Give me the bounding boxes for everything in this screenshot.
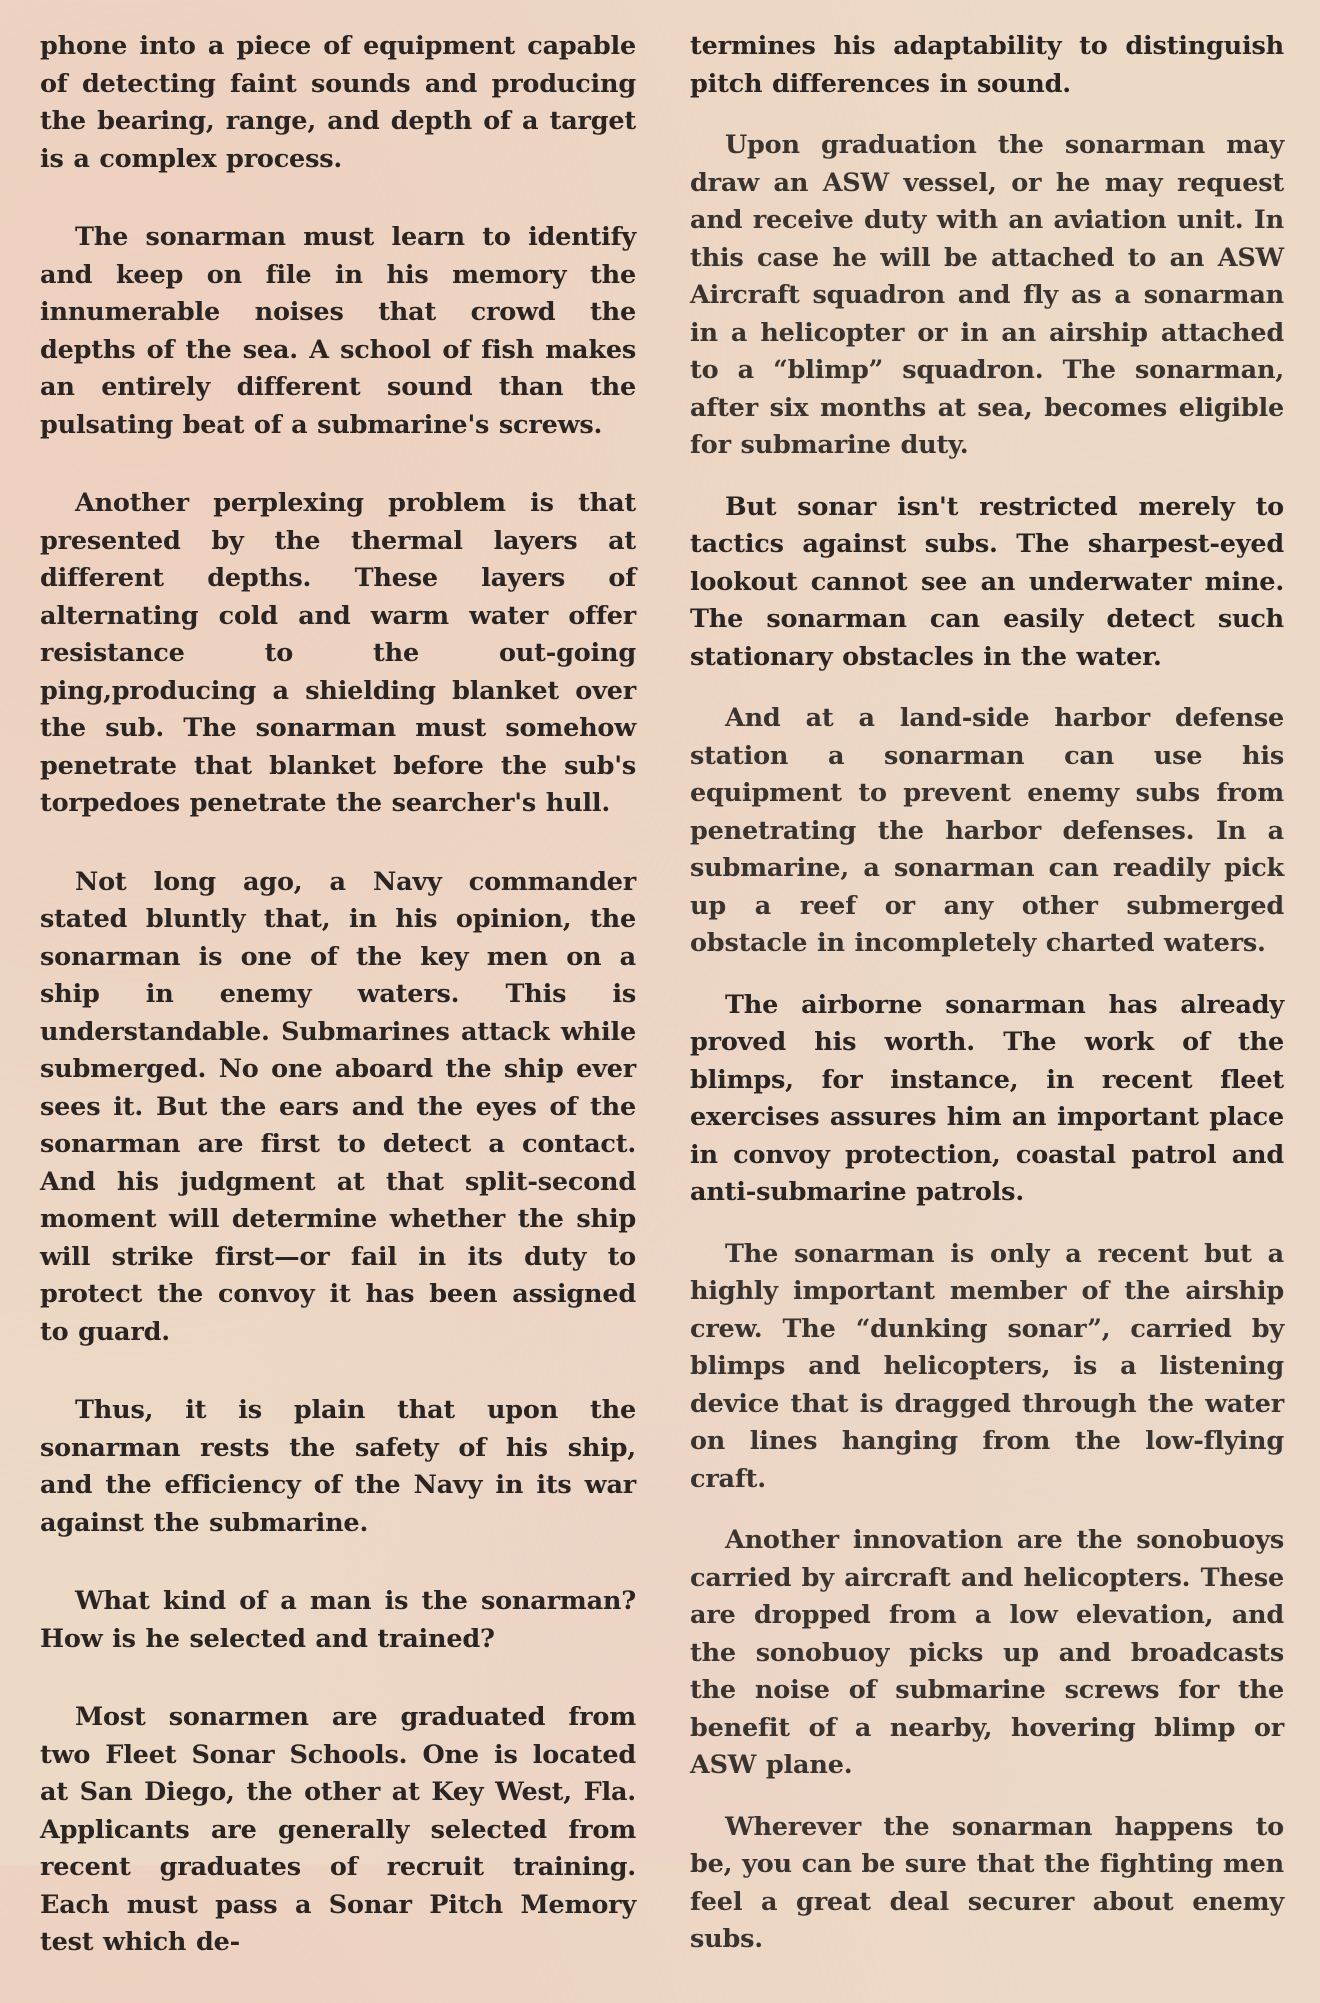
left-column	[40, 28, 636, 2003]
paragraph: But sonar isn't restricted merely to tactics against subs. The sharpest-eyed lookout cannot see an underwater mine. The sonarman can easily detect such stationary obstacles in the water.	[690, 491, 1284, 672]
paragraph: Another innovation are the sonobuoys carried by aircraft and helicopters. These are dropped from a low elevation, and the sonobuoy picks up and broadcasts the noise of submarine screws for the benefit of a nearby, hovering blimp or ASW plane.	[690, 1525, 1284, 1780]
paragraph: The sonarman must learn to identify and keep on file in his memory the innumerable noises that crowd the depths of the sea. A school of fish makes an entirely different sound than the pulsating beat of a submarine's screws.	[40, 222, 636, 440]
right-column	[690, 28, 1284, 1983]
paragraph: And at a land-side harbor defense station a sonarman can use his equipment to prevent enemy subs from penetrating the harbor defenses. In a submarine, a sonarman can readily pick up a reef or any other submerged obstacle in incompletely charted waters.	[690, 703, 1284, 958]
paragraph: Another perplexing problem is that presented by the thermal layers at different depths. These layers of alternating cold and warm water offer resistance to the out-going ping,producing a shielding blanket over the sub. The sonarman must somehow penetrate that blanket before the sub's torpedoes penetrate the searcher's hull.	[40, 488, 636, 818]
paragraph: The airborne sonarman has already proved his worth. The work of the blimps, for instance, in recent fleet exercises assures him an important place in convoy protection, coastal patrol and anti-submarine patrols.	[690, 989, 1284, 1207]
paragraph: The sonarman is only a recent but a highly important member of the airship crew. The “dunking sonar”, carried by blimps and helicopters, is a listening device that is dragged through the water on lines hanging from the low-flying craft.	[690, 1238, 1284, 1494]
paragraph: Not long ago, a Navy commander stated bluntly that, in his opinion, the sonarman is one of the key men on a ship in enemy waters. This is understandable. Submarines attack while submerged. No one aboard the ship ever sees it. But the ears and the eyes of the sonarman are first to detect a contact. And his judgment at that split-second moment will determine whether the ship will strike first—or fail in its duty to protect the convoy it has been assigned to guard.	[40, 866, 636, 1347]
paragraph: Upon graduation the sonarman may draw an ASW vessel, or he may request and receive duty with an aviation unit. In this case he will be attached to an ASW Aircraft squadron and fly as a sonarman in a helicopter or in an airship attached to a “blimp” squadron. The sonarman, after six months at sea, becomes eligible for submarine duty.	[690, 130, 1284, 460]
paragraph-continued: phone into a piece of equipment capable of detecting faint sounds and producing the bearing, range, and depth of a target is a complex process.	[40, 31, 636, 174]
paragraph-question: What kind of a man is the sonarman? How is he selected and trained?	[40, 1586, 636, 1654]
paragraph: Most sonarmen are graduated from two Fleet Sonar Schools. One is located at San Diego, the other at Key West, Fla. Applicants are generally selected from recent graduates of recruit training. Each must pass a Sonar Pitch Memory test which de-	[40, 1702, 636, 1957]
paragraph: Thus, it is plain that upon the sonarman rests the safety of his ship, and the efficiency of the Navy in its war against the submarine.	[40, 1395, 636, 1538]
paragraph-closing: Wherever the sonarman happens to be, you can be sure that the fighting men feel a great deal securer about enemy subs.	[690, 1811, 1284, 1954]
paragraph-continued: termines his adaptability to distinguish pitch differences in sound.	[690, 31, 1284, 99]
